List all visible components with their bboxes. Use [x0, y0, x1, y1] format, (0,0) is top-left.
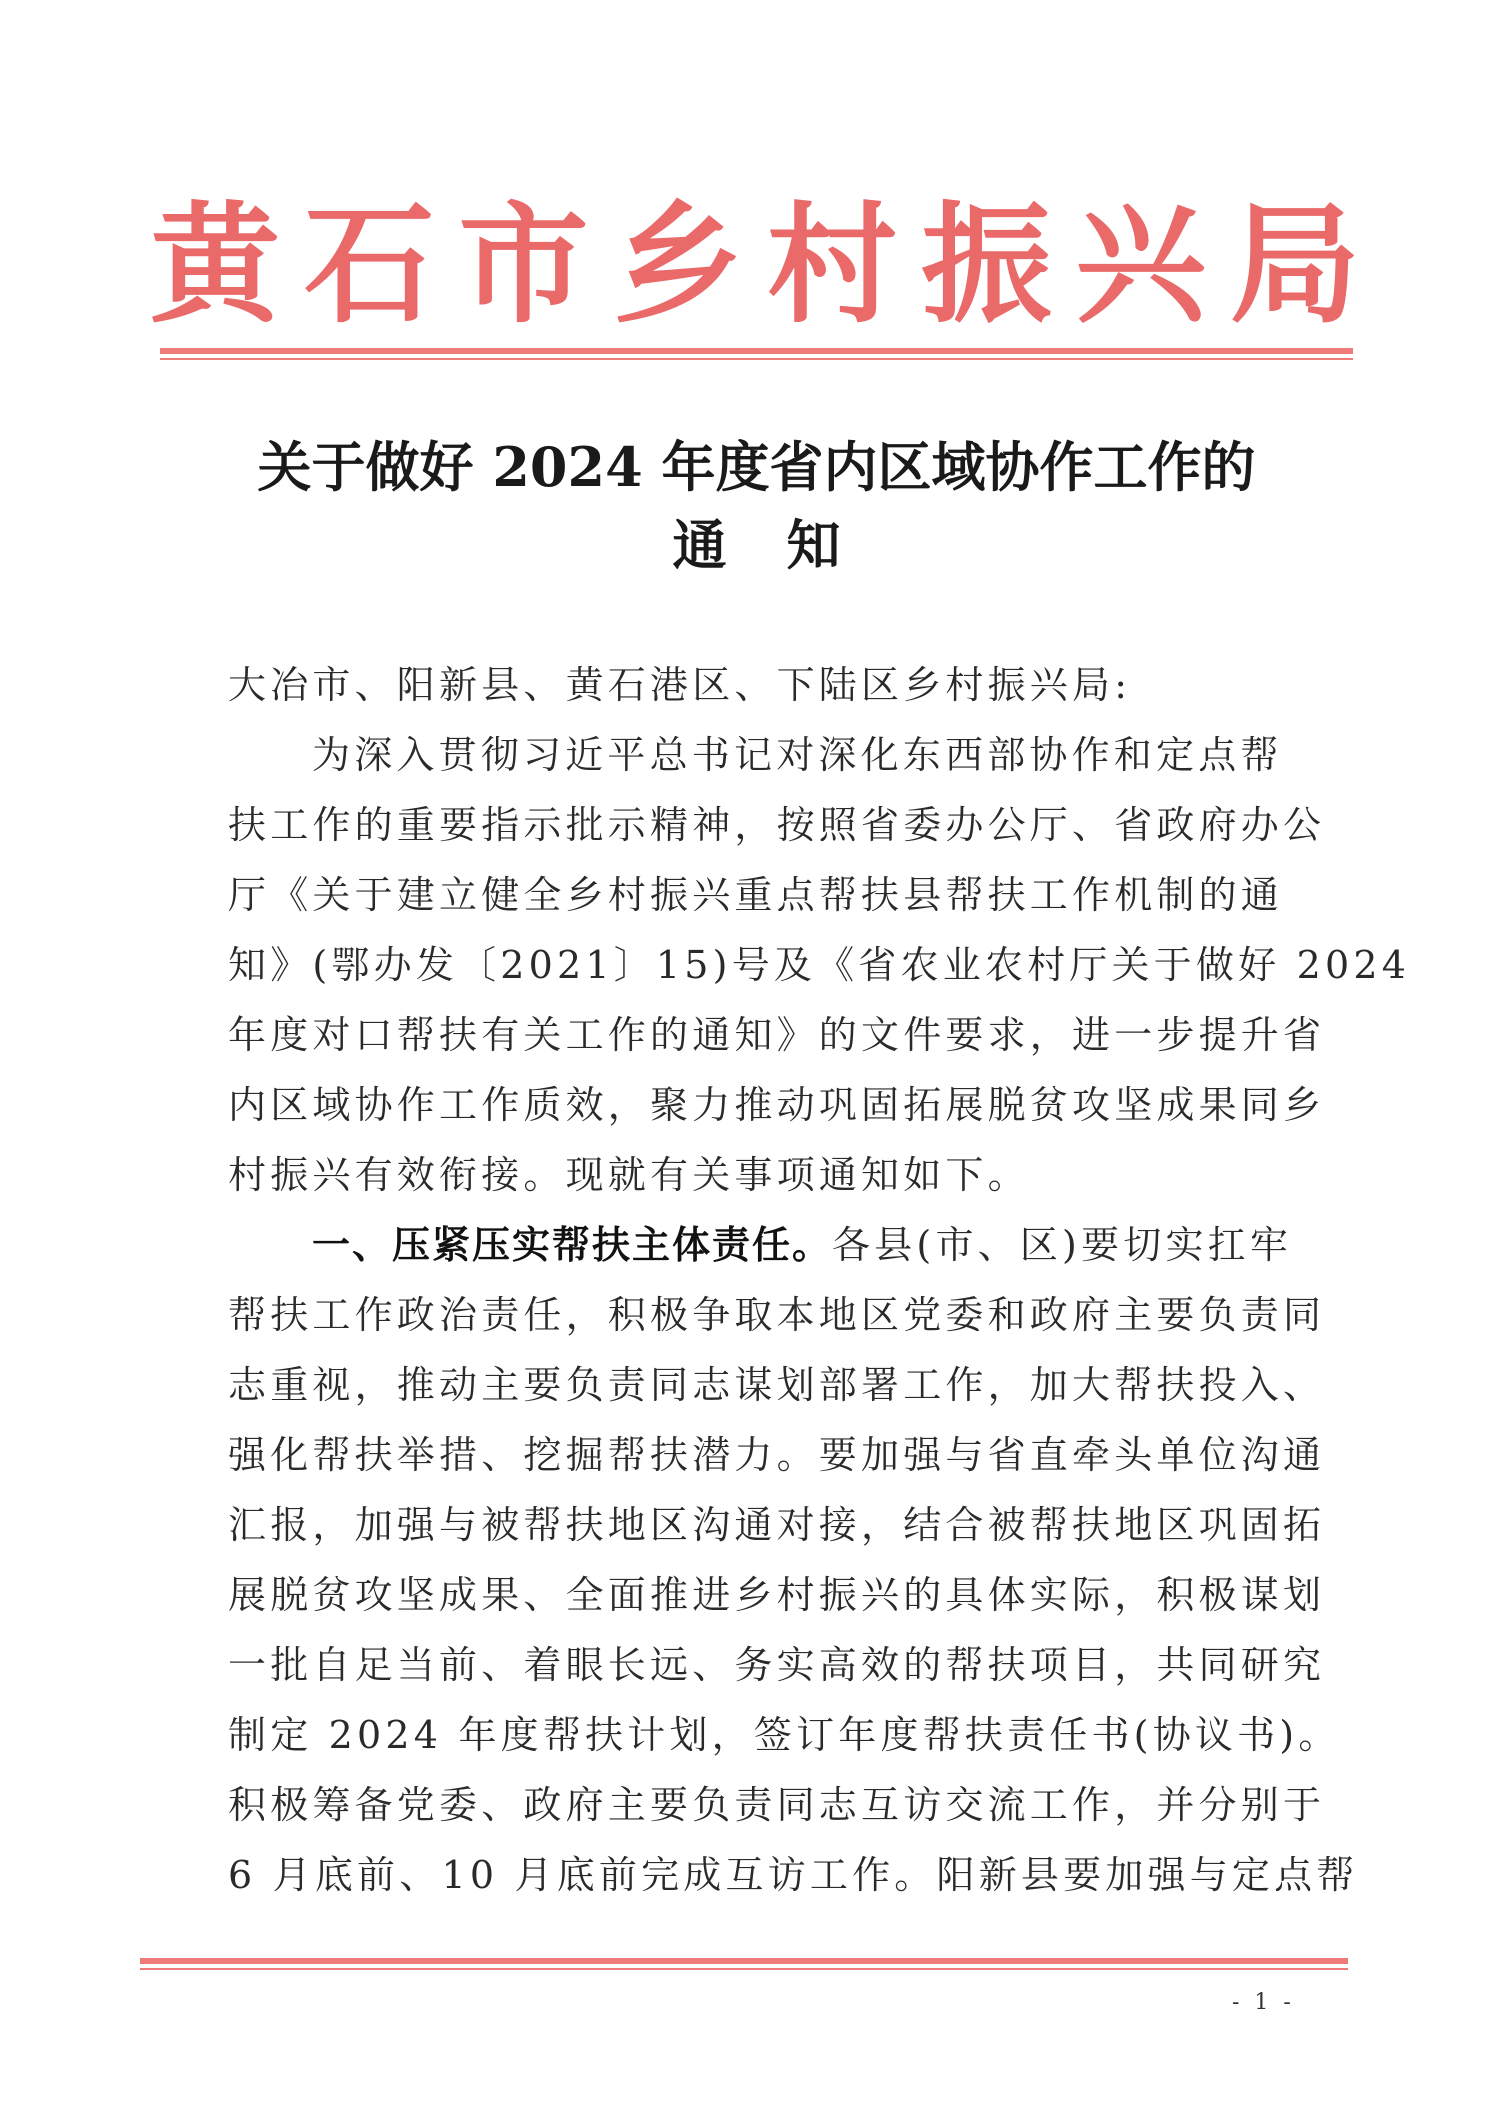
document-title-line-2: 通知 [672, 513, 901, 577]
paragraph-line: 为深入贯彻习近平总书记对深化东西部协作和定点帮 [312, 733, 1283, 777]
masthead-char: 市 [458, 188, 589, 341]
masthead-char: 局 [1229, 188, 1360, 341]
paragraph-line: 年度对口帮扶有关工作的通知》的文件要求，进一步提升省 [228, 1013, 1326, 1057]
paragraph-line: 扶工作的重要指示批示精神，按照省委办公厅、省政府办公 [228, 803, 1326, 847]
footer-divider [140, 1958, 1348, 1970]
paragraph-line: 制定 2024 年度帮扶计划，签订年度帮扶责任书(协议书)。 [228, 1713, 1341, 1757]
section-1-text: 各县(市、区)要切实扛牢 [832, 1223, 1293, 1267]
paragraph-line: 帮扶工作政治责任，积极争取本地区党委和政府主要负责同 [228, 1293, 1326, 1337]
document-title-line-1: 关于做好 2024 年度省内区域协作工作的 [257, 435, 1256, 499]
section-1-first-line [228, 1210, 1293, 1280]
masthead-char: 村 [767, 188, 898, 341]
masthead-title [150, 165, 1360, 365]
masthead-char: 振 [921, 188, 1052, 341]
paragraph-line: 志重视，推动主要负责同志谋划部署工作，加大帮扶投入、 [228, 1363, 1326, 1407]
paragraph-line: 知》(鄂办发〔2021〕15)号及《省农业农村厅关于做好 2024 [228, 943, 1411, 987]
paragraph-line: 6 月底前、10 月底前完成互访工作。阳新县要加强与定点帮 [228, 1853, 1359, 1897]
masthead-char: 乡 [612, 188, 743, 341]
paragraph-line: 展脱贫攻坚成果、全面推进乡村振兴的具体实际，积极谋划 [228, 1573, 1326, 1617]
masthead-char: 兴 [1075, 188, 1206, 341]
paragraph-line: 一批自足当前、着眼长远、务实高效的帮扶项目，共同研究 [228, 1643, 1326, 1687]
paragraph-line: 村振兴有效衔接。现就有关事项通知如下。 [228, 1153, 1030, 1197]
salutation: 大冶市、阳新县、黄石港区、下陆区乡村振兴局: [228, 663, 1132, 707]
paragraph-line: 积极筹备党委、政府主要负责同志互访交流工作，并分别于 [228, 1783, 1326, 1827]
paragraph-line: 内区域协作工作质效，聚力推动巩固拓展脱贫攻坚成果同乡 [228, 1083, 1326, 1127]
masthead-char: 石 [304, 188, 435, 341]
masthead-divider [160, 348, 1353, 360]
document-body [228, 650, 1411, 1910]
page-number: - 1 - [1232, 1990, 1295, 2015]
masthead-char: 黄 [150, 188, 281, 341]
section-1-heading: 一、压紧压实帮扶主体责任。 [312, 1223, 833, 1267]
paragraph-line: 汇报，加强与被帮扶地区沟通对接，结合被帮扶地区巩固拓 [228, 1503, 1326, 1547]
paragraph-line: 厅《关于建立健全乡村振兴重点帮扶县帮扶工作机制的通 [228, 873, 1284, 917]
paragraph-line: 强化帮扶举措、挖掘帮扶潜力。要加强与省直牵头单位沟通 [228, 1433, 1326, 1477]
